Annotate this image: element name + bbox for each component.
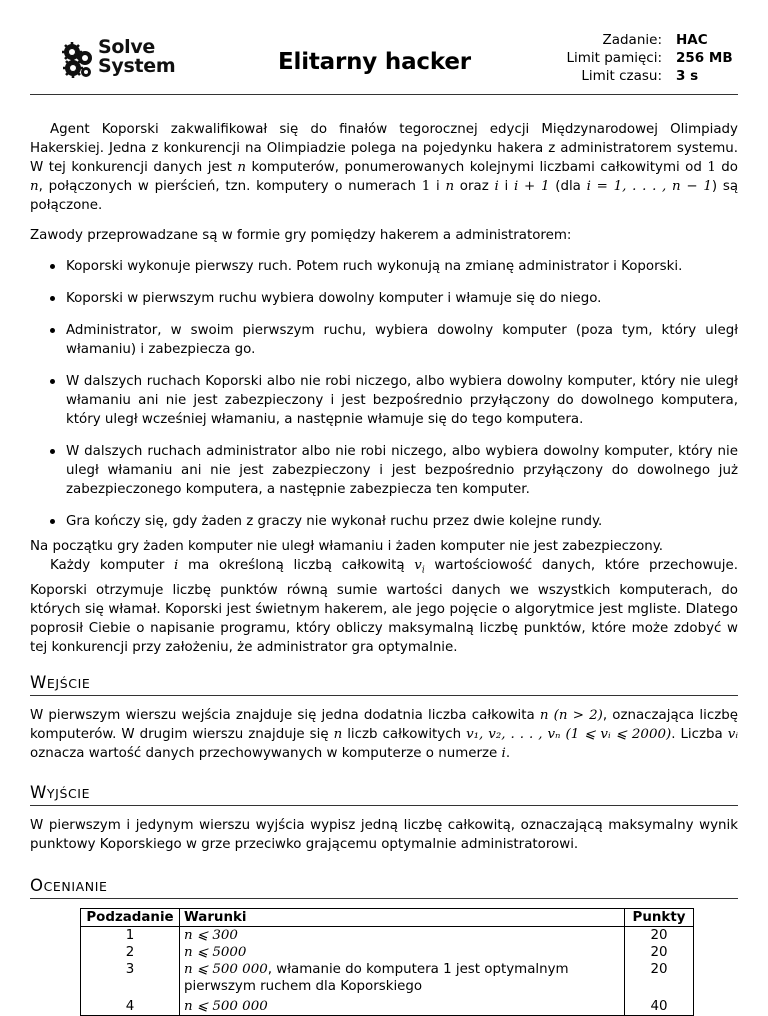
math: n ⩽ 5000 [184, 944, 247, 960]
rule-item: Gra kończy się, gdy żaden z graczy nie wykonał ruchu przez dwie kolejne rundy. [30, 512, 738, 531]
math: n [333, 726, 343, 742]
statement [30, 120, 738, 1016]
meta-row-task [530, 31, 733, 49]
subtask-points: 20 [650, 927, 668, 943]
text: , połączonych w pierścień, tzn. komputery o numerach [38, 179, 422, 194]
table-row [81, 961, 694, 995]
math: 1 [707, 160, 716, 175]
logo-text [98, 38, 175, 76]
rule-item: Administrator, w swoim pierwszym ruchu, wybiera dowolny komputer (poza tym, który uległ włamaniu) i zabezpiecza go. [30, 321, 738, 359]
rule-item: Koporski wykonuje pierwszy ruch. Potem ruch wykonują na zmianę administrator i Koporski. [30, 257, 738, 276]
meta-key: Limit czasu: [581, 68, 662, 84]
subtask-id: 4 [81, 995, 180, 1016]
subtask-condition [180, 926, 625, 944]
initial-state: Na początku gry żaden komputer nie uległ włamaniu i żaden komputer nie jest zabezpieczony. [30, 539, 664, 554]
subtask-condition [180, 944, 625, 961]
output-section [30, 783, 738, 854]
subtask-condition [180, 995, 625, 1016]
heading-initial: W [30, 782, 47, 802]
text: . [505, 745, 511, 761]
intro-paragraph [30, 120, 738, 215]
text: liczb całkowitych [342, 726, 467, 742]
subtask-condition [180, 961, 625, 995]
meta-value: HAC [676, 32, 708, 48]
rule-item: W dalszych ruchach Koporski albo nie robi niczego, albo wybiera dowolny komputer, który nie uległ włamaniu ani nie jest zabezpieczony i jest bezpośrednio przyłączony do dowolnego komputera, który uległ wcześniej włamaniu, a następnie włamuje się do tego komputera. [30, 372, 738, 429]
table-header [81, 908, 694, 926]
subtask-points: 20 [650, 944, 668, 960]
input-text [30, 706, 738, 763]
logo-line2: System [98, 55, 176, 77]
text: wartościowość danych, które przechowuje. Koporski otrzymuje liczbę punktów równą sumie wartości danych we wszystkich komputerach, do których się włamał. Koporski jest świetnym hakerem, ale jego pojęcie o algorytmice jest mgliste. Dlatego poprosił Ciebie o napisanie programu, który obliczy maksymalną liczbę punktów, które może zdobyć w tej konkurencji przy założeniu, że administrator gra optymalnie. [30, 558, 738, 655]
math: n ⩽ 300 [184, 927, 238, 943]
rules-intro: Zawody przeprowadzane są w formie gry pomiędzy hakerem a administratorem: [30, 228, 572, 243]
text: i [430, 179, 446, 194]
input-section [30, 673, 738, 763]
output-heading [30, 783, 738, 806]
meta-row-memory [530, 49, 733, 67]
meta-value: 256 MB [676, 50, 733, 66]
table-row [81, 995, 694, 1016]
text: W pierwszym wierszu wejścia znajduje się jedna dodatnia liczba całkowita [30, 707, 540, 723]
meta-value: 3 s [676, 68, 699, 84]
rule-item: Koporski w pierwszym ruchu wybiera dowolny komputer i włamuje się do niego. [30, 289, 738, 308]
text: Każdy komputer [50, 558, 174, 573]
text: i [498, 179, 514, 194]
table-row [81, 926, 694, 944]
subtask-id: 3 [81, 961, 180, 995]
math: n [30, 179, 39, 194]
math: n (n > 2) [539, 707, 603, 723]
task-meta [530, 31, 733, 85]
header-divider [30, 94, 738, 95]
math: 1 [421, 179, 431, 194]
math: n ⩽ 500 000 [184, 961, 268, 977]
text: oznacza wartość danych przechowywanych w komputerze o numerze [30, 745, 502, 761]
math: i [501, 745, 506, 761]
scoring-table [80, 908, 694, 1016]
subtask-id: 1 [81, 926, 180, 944]
text: ma określoną liczbą całkowitą [178, 558, 415, 573]
subtask-points: 40 [625, 995, 694, 1016]
text: (dla [549, 179, 587, 194]
text: oraz [454, 179, 495, 194]
condition-text: , włamanie do komputera 1 jest optymalnym pierwszym ruchem dla Koporskiego [184, 961, 569, 994]
subtask-id: 2 [81, 944, 180, 961]
math [414, 558, 425, 576]
logo-line1: Solve [98, 36, 156, 58]
subtask-points: 20 [650, 961, 668, 977]
task-title: Elitarny hacker [278, 49, 471, 75]
column-header: Warunki [180, 908, 625, 926]
math: n [237, 160, 247, 175]
math: v₁, v₂, . . . , vₙ (1 ⩽ vᵢ ⩽ 2000) [466, 726, 672, 742]
heading-initial: W [30, 672, 47, 692]
gears-icon [60, 40, 96, 80]
column-header: Punkty [625, 908, 694, 926]
text: do [715, 160, 738, 175]
scoring-section [30, 876, 738, 1016]
rule-item: W dalszych ruchach administrator albo nie robi niczego, albo wybiera dowolny komputer, który nie uległ włamaniu ani nie jest zabezpieczony i jest bezpośrednio przyłączony do dowolnego już zabezpieczonego komputera, a następnie zabezpiecza ten komputer. [30, 442, 738, 499]
math: i + 1 [513, 179, 550, 194]
text: ) są połączone. [30, 179, 739, 213]
heading-initial: O [30, 875, 44, 895]
text: Agent Koporski zakwalifikował się do finałów tegorocznej edycji Międzynarodowej Olimpiady Hakerskiej. Jedna z konkurencji na Olimpiadzie polega na pojedynku hakera z administratorem systemu. W tej konkurencji danych jest [30, 122, 738, 175]
meta-key: Limit pamięci: [566, 50, 662, 66]
math: i = 1, . . . , n − 1 [586, 179, 712, 194]
math: n [445, 179, 455, 194]
text: komputerów, ponumerowanych kolejnymi liczbami całkowitymi od [246, 160, 708, 175]
heading-rest: CENIANIE [43, 878, 108, 894]
meta-row-time [530, 67, 733, 85]
logo [60, 36, 176, 82]
heading-rest: EJŚCIE [46, 675, 91, 691]
output-text: W pierwszym i jedynym wierszu wyjścia wypisz jedną liczbę całkowitą, oznaczającą maksymalny wynik punktowy Koporskiego w grze przeciwko grającemu optymalnie administratorowi. [30, 817, 738, 852]
column-header: Podzadanie [81, 908, 180, 926]
scoring-paragraph [30, 556, 738, 657]
math-sub: i [421, 565, 425, 576]
math: n ⩽ 500 000 [184, 998, 268, 1014]
meta-key: Zadanie: [602, 32, 662, 48]
math: i [174, 558, 179, 573]
rules-list [30, 257, 738, 531]
table-row [81, 944, 694, 961]
math: i [494, 179, 499, 194]
input-heading [30, 673, 738, 696]
scoring-heading [30, 876, 738, 899]
math-v: v [414, 558, 422, 573]
heading-rest: YJŚCIE [46, 785, 91, 801]
text: , oznaczająca liczbę komputerów. W drugim wierszu znajduje się [30, 707, 738, 742]
math: vᵢ [727, 726, 739, 742]
text: . Liczba [671, 726, 728, 742]
